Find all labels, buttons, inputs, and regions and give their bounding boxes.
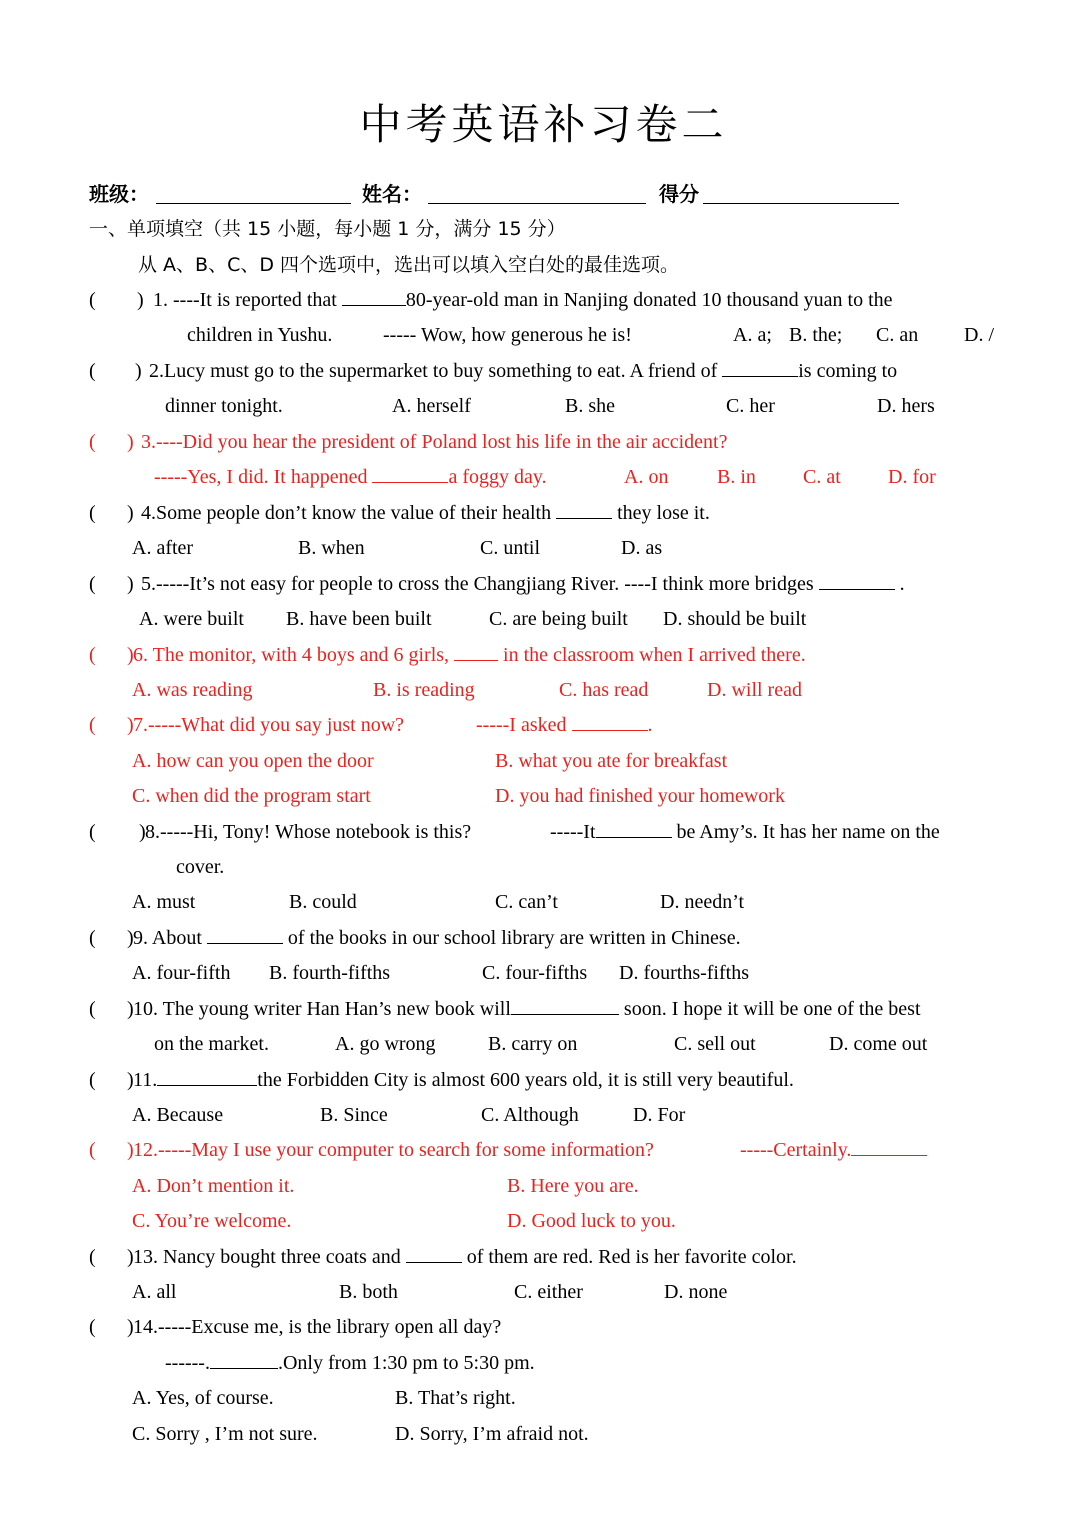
option-d[interactable]: D. as: [621, 537, 663, 559]
option-d[interactable]: D. come out: [829, 1033, 928, 1055]
option-b[interactable]: B. carry on: [488, 1033, 578, 1055]
question-text: 80-year-old man in Nanjing donated 10 thousand yuan to the: [405, 289, 893, 311]
answer-blank[interactable]: [511, 996, 619, 1015]
answer-paren-close: ): [135, 360, 142, 382]
question-14-line: 14.-----Excuse me, is the library open all day?: [133, 1316, 502, 1338]
answer-paren-close: ): [127, 927, 134, 949]
question-6-line: [133, 642, 806, 668]
answer-paren-open: (: [89, 502, 96, 524]
answer-paren-open: (: [89, 1316, 96, 1338]
question-7-reply: [476, 712, 653, 738]
answer-paren-close: ): [137, 289, 144, 311]
question-10-line: [133, 996, 921, 1022]
answer-paren-close: ): [127, 1069, 134, 1091]
option-d[interactable]: D. needn’t: [660, 891, 745, 913]
option-c[interactable]: C. until: [480, 537, 541, 559]
option-b[interactable]: B. is reading: [373, 679, 475, 701]
question-text: the Forbidden City is almost 600 years old, it is still very beautiful.: [257, 1069, 794, 1091]
answer-blank[interactable]: [157, 1067, 257, 1086]
answer-paren-close: ): [127, 1316, 134, 1338]
option-a[interactable]: A. Yes, of course.: [132, 1387, 274, 1409]
option-b[interactable]: B. That’s right.: [395, 1387, 516, 1409]
option-d[interactable]: D. hers: [877, 395, 935, 417]
answer-blank[interactable]: [454, 642, 498, 661]
option-c[interactable]: C. has read: [559, 679, 649, 701]
answer-paren-close: ): [127, 714, 134, 736]
option-c[interactable]: C. when did the program start: [132, 785, 371, 807]
answer-blank[interactable]: [851, 1137, 927, 1156]
answer-blank[interactable]: [722, 358, 798, 377]
option-a[interactable]: A. on: [624, 466, 669, 488]
option-c[interactable]: C. are being built: [489, 608, 628, 630]
question-text: 2.Lucy must go to the supermarket to buy something to eat. A friend of: [149, 360, 723, 382]
question-text: .: [647, 714, 653, 736]
option-d[interactable]: D. should be built: [663, 608, 807, 630]
question-text: in the classroom when I arrived there.: [498, 644, 806, 666]
option-d[interactable]: D. you had finished your homework: [495, 785, 785, 807]
question-10-line2: on the market.: [154, 1033, 269, 1055]
question-1-line2: children in Yushu.: [187, 324, 333, 346]
answer-paren-close: ): [127, 1246, 134, 1268]
option-d[interactable]: D. will read: [707, 679, 802, 701]
option-a[interactable]: A. Because: [132, 1104, 224, 1126]
question-5-line: [141, 571, 905, 597]
answer-paren-open: (: [89, 289, 96, 311]
question-text: 13. Nancy bought three coats and: [133, 1246, 406, 1268]
option-a[interactable]: A. must: [132, 891, 196, 913]
answer-paren-open: (: [89, 1139, 96, 1161]
option-b[interactable]: B. both: [339, 1281, 398, 1303]
option-a[interactable]: A. herself: [392, 395, 471, 417]
answer-paren-open: (: [89, 1069, 96, 1091]
question-text: they lose it.: [612, 502, 710, 524]
option-b[interactable]: B. could: [289, 891, 357, 913]
name-blank[interactable]: [428, 185, 646, 204]
option-b[interactable]: B. in: [717, 466, 756, 488]
question-4-line: [141, 500, 710, 526]
option-a[interactable]: A. all: [132, 1281, 177, 1303]
question-text: 9. About: [133, 927, 207, 949]
answer-paren-close: ): [127, 573, 134, 595]
question-text: of the books in our school library are written in Chinese.: [282, 927, 741, 949]
question-3-line: 3.----Did you hear the president of Poland lost his life in the air accident?: [141, 431, 728, 453]
answer-paren-open: (: [89, 431, 96, 453]
question-8-reply: [550, 819, 940, 845]
question-text: soon. I hope it will be one of the best: [618, 998, 921, 1020]
option-b[interactable]: B. the;: [789, 324, 843, 346]
option-c[interactable]: C. at: [803, 466, 841, 488]
question-text: 1. ----It is reported that: [153, 289, 342, 311]
option-a[interactable]: A. how can you open the door: [132, 750, 374, 772]
answer-paren-close: ): [127, 644, 134, 666]
question-text: of them are red. Red is her favorite color.: [461, 1246, 797, 1268]
question-text: 6. The monitor, with 4 boys and 6 girls,: [133, 644, 455, 666]
question-text: -----I asked: [476, 714, 572, 736]
answer-blank[interactable]: [556, 500, 612, 519]
option-c[interactable]: C. can’t: [495, 891, 558, 913]
question-text: is coming to: [798, 360, 898, 382]
answer-blank[interactable]: [596, 819, 672, 838]
option-b[interactable]: B. when: [298, 537, 365, 559]
answer-blank[interactable]: [372, 464, 448, 483]
question-9-line: [133, 925, 741, 951]
question-text: 11.: [133, 1069, 158, 1091]
class-label: 班级：: [89, 182, 149, 206]
question-text: 4.Some people don’t know the value of their health: [141, 502, 557, 524]
option-c[interactable]: C. sell out: [674, 1033, 756, 1055]
answer-blank[interactable]: [342, 287, 406, 306]
answer-paren-close: ): [127, 502, 134, 524]
answer-paren-open: (: [89, 714, 96, 736]
option-c[interactable]: C. four-fifths: [482, 962, 588, 984]
score-blank[interactable]: [703, 185, 899, 204]
option-d[interactable]: D. none: [664, 1281, 728, 1303]
question-8-line2: cover.: [176, 856, 225, 878]
option-b[interactable]: B. what you ate for breakfast: [495, 750, 728, 772]
section-instruction: 从 A、B、C、D 四个选项中，选出可以填入空白处的最佳选项。: [138, 254, 680, 276]
question-7-line: 7.-----What did you say just now?: [133, 714, 405, 736]
answer-paren-close: ): [127, 1139, 134, 1161]
question-14-reply: [165, 1350, 535, 1376]
question-12-reply: [740, 1137, 927, 1163]
question-text: -----Certainly.: [740, 1139, 852, 1161]
question-8-line: 8.-----Hi, Tony! Whose notebook is this?: [145, 821, 472, 843]
page-title: 中考英语补习卷二: [359, 100, 728, 149]
answer-paren-close: ): [127, 431, 134, 453]
option-d[interactable]: D. Sorry, I’m afraid not.: [395, 1423, 589, 1445]
question-2-line2: dinner tonight.: [165, 395, 283, 417]
option-a[interactable]: A. a;: [733, 324, 772, 346]
option-c[interactable]: C. an: [876, 324, 919, 346]
score-label: 得分: [659, 182, 699, 206]
answer-blank[interactable]: [406, 1244, 462, 1263]
option-c[interactable]: C. You’re welcome.: [132, 1210, 292, 1232]
question-1-reply: ----- Wow, how generous he is!: [383, 324, 632, 346]
answer-paren-open: (: [89, 998, 96, 1020]
question-text: -----Yes, I did. It happened: [154, 466, 373, 488]
question-text: 5.-----It’s not easy for people to cross the Changjiang River. ----I think more bridges: [141, 573, 819, 595]
name-label: 姓名：: [362, 182, 422, 206]
answer-paren-open: (: [89, 927, 96, 949]
answer-paren-open: (: [89, 573, 96, 595]
question-text: .: [894, 573, 905, 595]
answer-paren-close: ): [127, 998, 134, 1020]
option-d[interactable]: D. /: [964, 324, 994, 346]
answer-paren-open: (: [89, 821, 96, 843]
answer-paren-open: (: [89, 360, 96, 382]
option-d[interactable]: D. for: [888, 466, 936, 488]
answer-paren-open: (: [89, 644, 96, 666]
option-b[interactable]: B. fourth-fifths: [269, 962, 391, 984]
option-c[interactable]: C. Sorry , I’m not sure.: [132, 1423, 318, 1445]
answer-paren-close: ): [139, 821, 146, 843]
question-3-line2: [154, 464, 547, 490]
answer-blank[interactable]: [207, 925, 283, 944]
option-b[interactable]: B. Here you are.: [507, 1175, 639, 1197]
option-c[interactable]: C. either: [514, 1281, 583, 1303]
question-text: -----It: [550, 821, 596, 843]
question-13-line: [133, 1244, 797, 1270]
option-d[interactable]: D. fourths-fifths: [619, 962, 749, 984]
class-blank[interactable]: [156, 185, 351, 204]
question-12-line: 12.-----May I use your computer to search for some information?: [133, 1139, 654, 1161]
option-d[interactable]: D. Good luck to you.: [507, 1210, 676, 1232]
option-c[interactable]: C. her: [726, 395, 775, 417]
option-a[interactable]: A. four-fifth: [132, 962, 231, 984]
answer-paren-open: (: [89, 1246, 96, 1268]
question-text: ------.: [165, 1352, 210, 1374]
option-b[interactable]: B. Since: [320, 1104, 388, 1126]
answer-blank[interactable]: [572, 712, 648, 731]
option-b[interactable]: B. have been built: [286, 608, 432, 630]
question-11-line: [133, 1067, 794, 1093]
option-b[interactable]: B. she: [565, 395, 615, 417]
question-text: a foggy day.: [448, 466, 547, 488]
option-d[interactable]: D. For: [633, 1104, 686, 1126]
option-a[interactable]: A. after: [132, 537, 194, 559]
answer-blank[interactable]: [210, 1350, 278, 1369]
question-text: be Amy’s. It has her name on the: [671, 821, 940, 843]
option-a[interactable]: A. Don’t mention it.: [132, 1175, 295, 1197]
question-2-line: [149, 358, 897, 384]
question-text: 10. The young writer Han Han’s new book will: [133, 998, 511, 1020]
option-c[interactable]: C. Although: [481, 1104, 579, 1126]
option-a[interactable]: A. go wrong: [335, 1033, 436, 1055]
option-a[interactable]: A. were built: [139, 608, 244, 630]
question-1-line: [153, 287, 998, 313]
option-a[interactable]: A. was reading: [132, 679, 253, 701]
question-text: .Only from 1:30 pm to 5:30 pm.: [277, 1352, 535, 1374]
answer-blank[interactable]: [819, 571, 895, 590]
section-heading: 一、单项填空（共 15 小题，每小题 1 分，满分 15 分）: [89, 218, 566, 240]
